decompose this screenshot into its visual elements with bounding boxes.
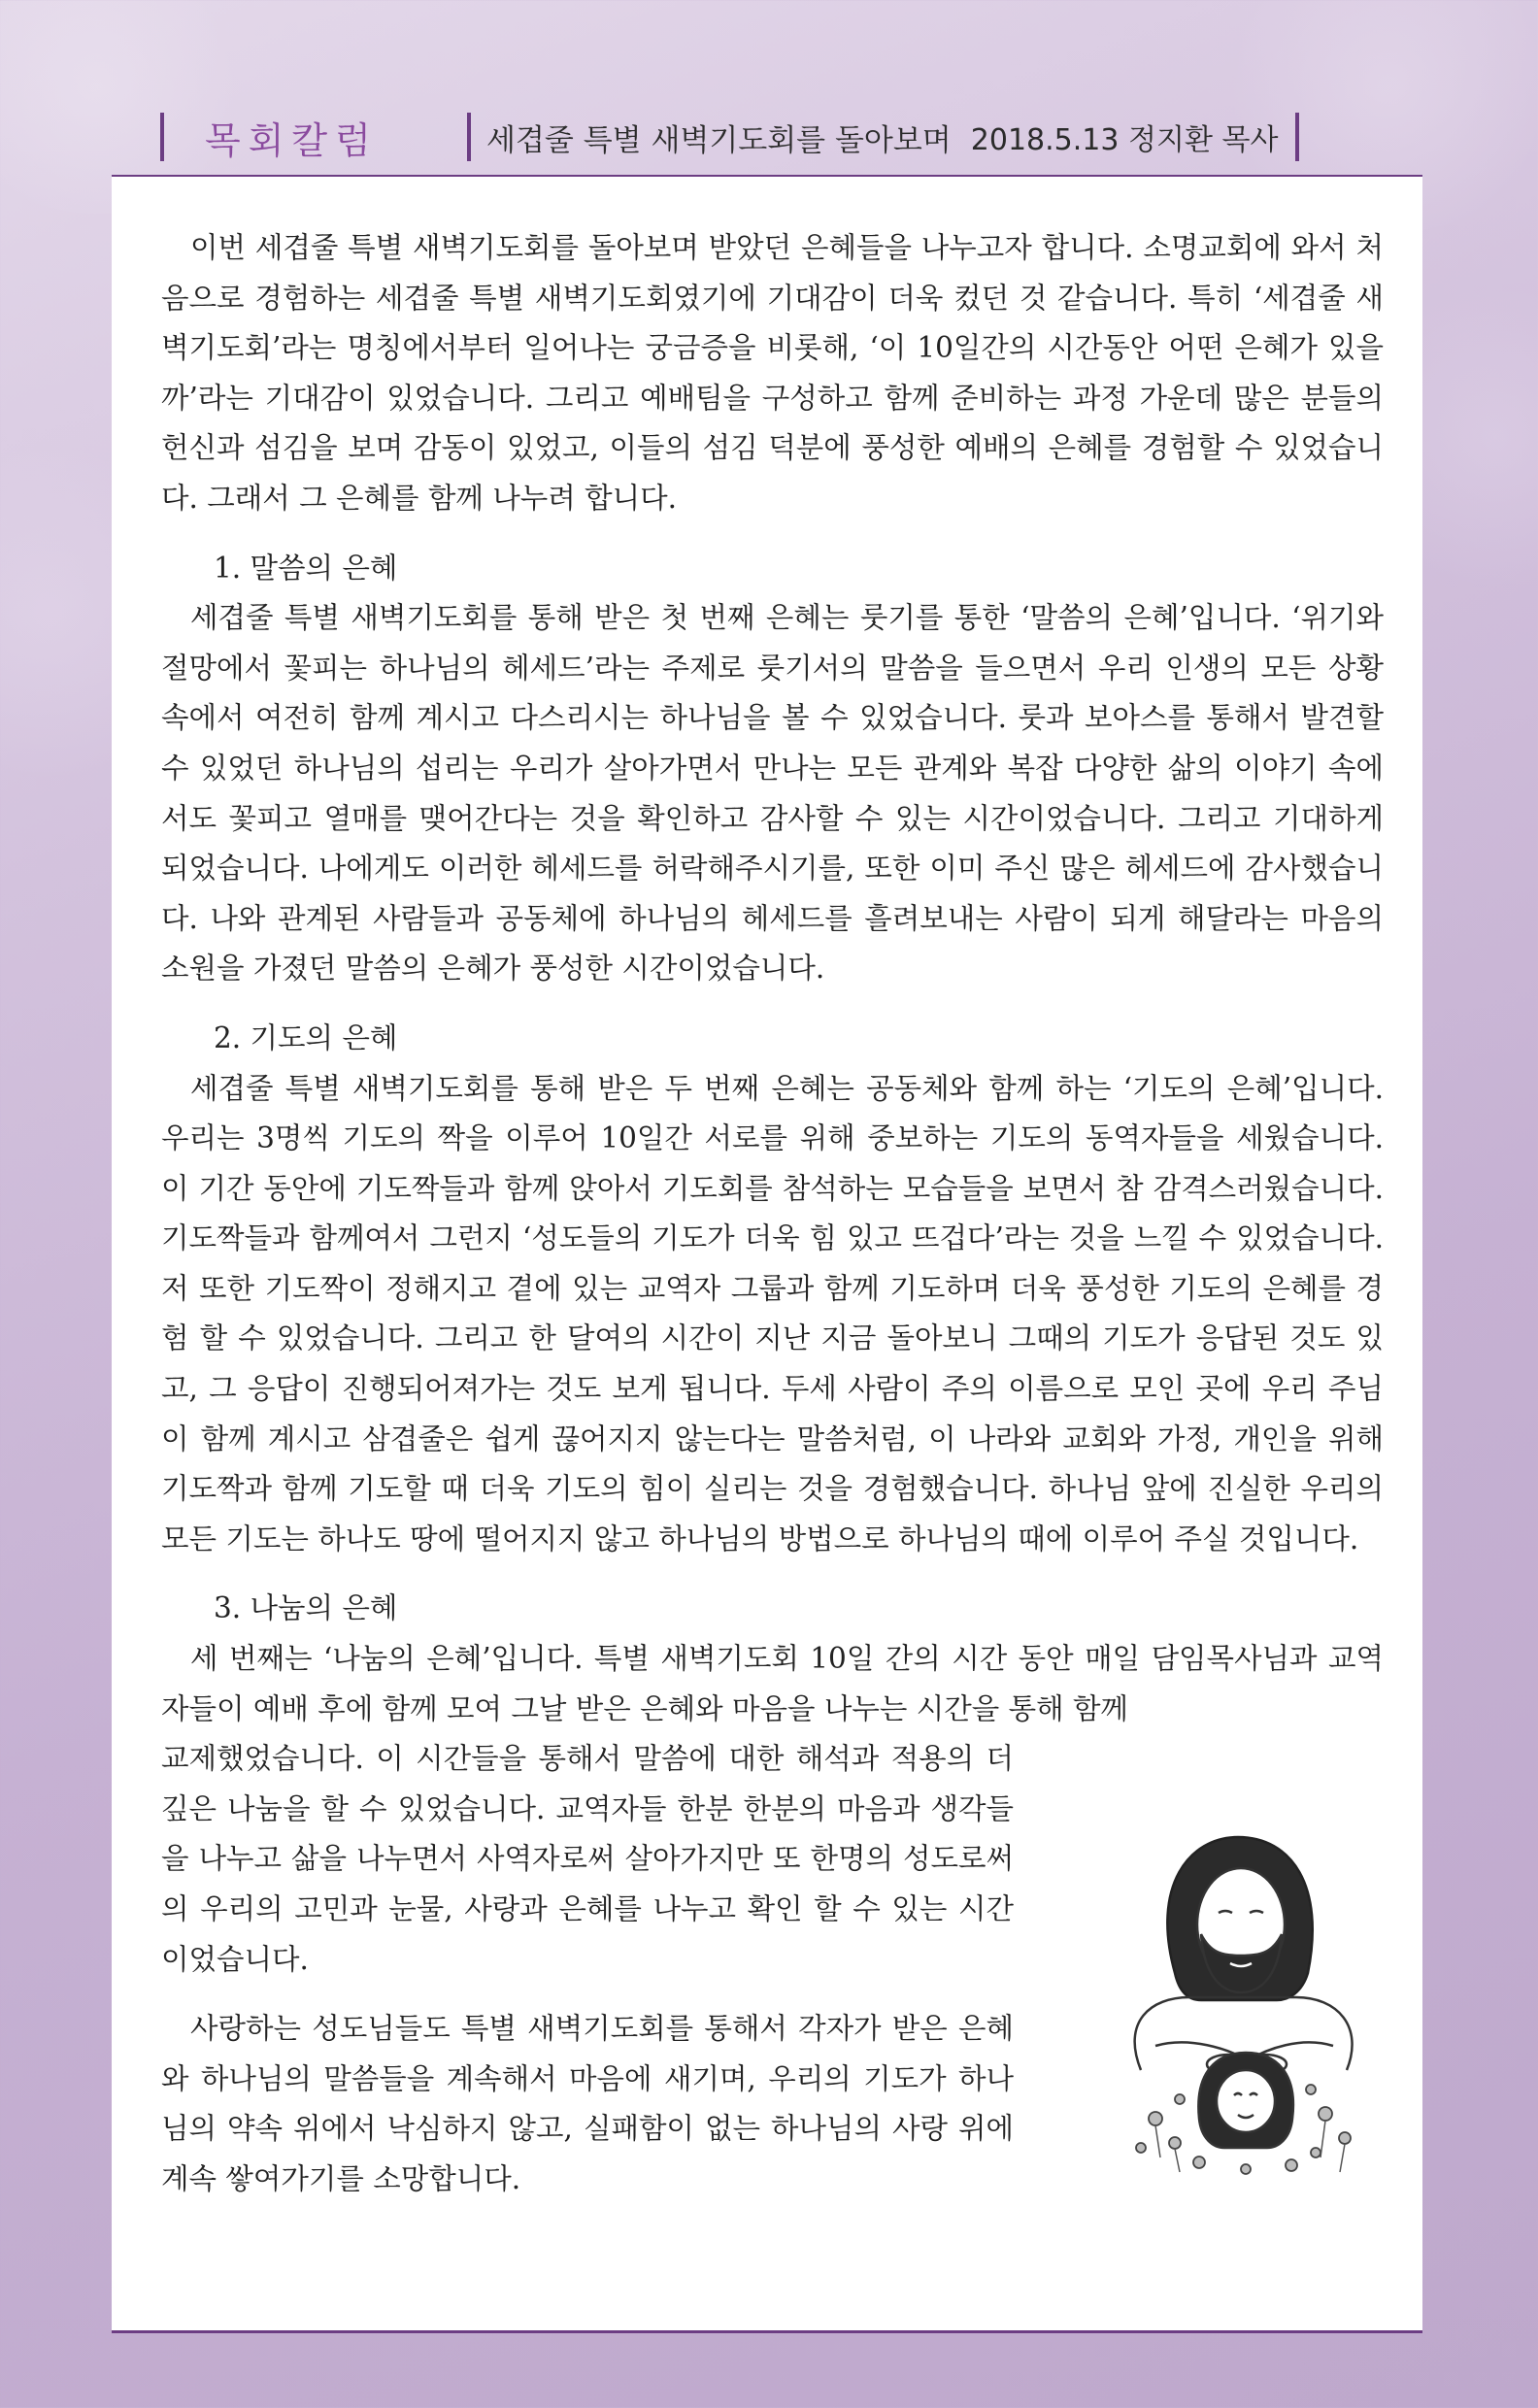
header-divider: [160, 113, 164, 161]
section-paragraph: 세겹줄 특별 새벽기도회를 통해 받은 첫 번째 은혜는 룻기를 통한 ‘말씀의 은혜’입니다. ‘위기와 절망에서 꽃피는 하나님의 헤세드’라는 주제로 룻기서의 말씀을 들으면서 우리 인생의 모든 상황 속에서 여전히 함께 계시고 다스리시는 하나님을 볼 수 있었습니다. 룻과 보아스를 통해서 발견할 수 있었던 하나님의 섭리는 우리가 살아가면서 만나는 모든 관계와 복잡 다양한 삶의 이야기 속에서도 꽃피고 열매를 맺어간다는 것을 확인하고 감사할 수 있는 시간이었습니다. 그리고 기대하게 되었습니다. 나에게도 이러한 헤세드를 허락해주시기를, 또한 이미 주신 많은 헤세드에 감사했습니다. 나와 관계된 사람들과 공동체에 하나님의 헤세드를 흘려보내는 사람이 되게 해달라는 마음의 소원을 가졌던 말씀의 은혜가 풍성한 시간이었습니다.: [161, 601, 1384, 986]
section-paragraph: 세 번째는 ‘나눔의 은혜’입니다. 특별 새벽기도회 10일 간의 시간 동안 매일 담임목사님과 교역자들이 예배 후에 함께 모여 그날 받은 은혜와 마음을 나누는 시간을 통해 함께: [161, 1642, 1384, 1725]
column-header: [160, 101, 1374, 173]
intro-paragraph: 이번 세겹줄 특별 새벽기도회를 돌아보며 받았던 은혜들을 나누고자 합니다. 소명교회에 와서 처음으로 경험하는 세겹줄 특별 새벽기도회였기에 기대감이 더욱 컸던 것 같습니다. 특히 ‘세겹줄 새벽기도회’라는 명칭에서부터 일어나는 궁금증을 비롯해, ‘이 10일간의 시간동안 어떤 은혜가 있을까’라는 기대감이 있었습니다. 그리고 예배팀을 구성하고 함께 준비하는 과정 가운데 많은 분들의 헌신과 섬김을 보며 감동이 있었고, 이들의 섬김 덕분에 풍성한 예배의 은혜를 경험할 수 있었습니다. 그래서 그 은혜를 함께 나누려 합니다.: [161, 231, 1384, 515]
section-heading: 1. 말씀의 은혜: [214, 551, 398, 585]
article-panel: [112, 177, 1422, 2333]
column-title: 목회칼럼: [205, 118, 379, 162]
jesus-child-illustration: [1083, 1827, 1403, 2177]
section-paragraph: 세겹줄 특별 새벽기도회를 통해 받은 두 번째 은혜는 공동체와 함께 하는 ‘기도의 은혜’입니다. 우리는 3명씩 기도의 짝을 이루어 10일간 서로를 위해 중보하는 기도의 동역자들을 세웠습니다. 이 기간 동안에 기도짝들과 함께 앉아서 기도회를 참석하는 모습들을 보면서 참 감격스러웠습니다. 기도짝들과 함께여서 그런지 ‘성도들의 기도가 더욱 힘 있고 뜨겁다’라는 것을 느낄 수 있었습니다. 저 또한 기도짝이 정해지고 곁에 있는 교역자 그룹과 함께 기도하며 더욱 풍성한 기도의 은혜를 경험 할 수 있었습니다. 그리고 한 달여의 시간이 지난 지금 돌아보니 그때의 기도가 응답된 것도 있고, 그 응답이 진행되어져가는 것도 보게 됩니다. 두세 사람이 주의 이름으로 모인 곳에 우리 주님이 함께 계시고 삼겹줄은 쉽게 끊어지지 않는다는 말씀처럼, 이 나라와 교회와 가정, 개인을 위해 기도짝과 함께 기도할 때 더욱 기도의 힘이 실리는 것을 경험했습니다. 하나님 앞에 진실한 우리의 모든 기도는 하나도 땅에 떨어지지 않고 하나님의 방법으로 하나님의 때에 이루어 주실 것입니다.: [161, 1071, 1384, 1555]
closing-paragraph: 사랑하는 성도님들도 특별 새벽기도회를 통해서 각자가 받은 은혜와 하나님의 말씀들을 계속해서 마음에 새기며, 우리의 기도가 하나님의 약속 위에서 낙심하지 않고, 실패함이 없는 하나님의 사랑 위에 계속 쌓여가기를 소망합니다.: [161, 2012, 1014, 2195]
section-heading: 2. 기도의 은혜: [214, 1020, 398, 1054]
date-author: 2018.5.13 정지환 목사: [970, 123, 1279, 157]
section-heading: 3. 나눔의 은혜: [214, 1591, 398, 1625]
section-paragraph-continued: 교제했었습니다. 이 시간들을 통해서 말씀에 대한 해석과 적용의 더 깊은 나눔을 할 수 있었습니다. 교역자들 한분 한분의 마음과 생각들을 나누고 삶을 나누면서 사역자로써 살아가지만 또 한명의 성도로써의 우리의 고민과 눈물, 사랑과 은혜를 나누고 확인 할 수 있는 시간이었습니다.: [161, 1742, 1014, 1976]
header-divider: [467, 113, 471, 161]
article-title: 세겹줄 특별 새벽기도회를 돌아보며: [486, 122, 952, 158]
header-divider: [1295, 113, 1299, 161]
